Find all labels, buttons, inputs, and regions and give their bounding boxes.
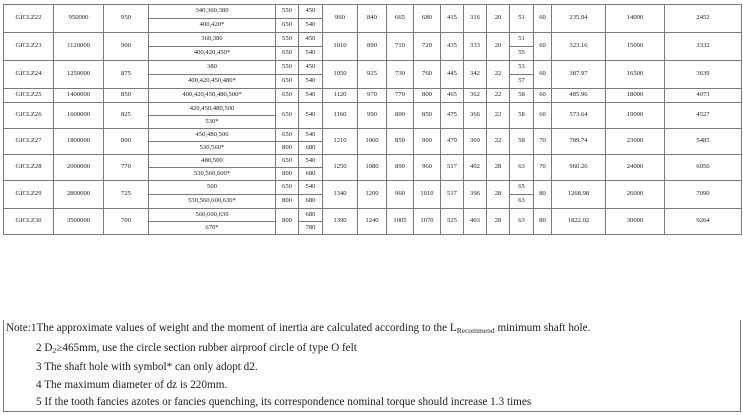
shaft-hole-cell: 530,560,600,630*: [149, 195, 276, 209]
length-cell: 650: [276, 19, 299, 33]
inertia-cell: 16500: [606, 61, 665, 89]
weight-cell: 323.16: [552, 33, 606, 61]
m-cell: 58: [510, 103, 534, 129]
d-col-7: 28: [487, 209, 510, 235]
m-cell: 51: [510, 33, 534, 47]
table-row: [4, 181, 742, 195]
d-col-2: 1080: [358, 155, 387, 181]
weight-cell: 1822.02: [552, 209, 606, 235]
shaft-hole-cell: 400,420,450,480,500*: [149, 89, 276, 103]
inertia-cell: 18000: [606, 89, 665, 103]
length-cell: 650: [276, 103, 299, 129]
table-row: [4, 89, 742, 103]
d-col-3: 665: [387, 5, 414, 33]
d-col-2: 1200: [358, 181, 387, 209]
length-b-cell: 680: [299, 209, 323, 222]
inertia-cell: 23000: [606, 129, 665, 155]
n-cell: 60: [534, 33, 552, 61]
d-col-2: 990: [358, 103, 387, 129]
d-col-5: 525: [441, 209, 464, 235]
model-cell: GICLZ25: [4, 89, 54, 103]
length-cell: 800: [276, 168, 299, 181]
length-cell: 550: [276, 33, 299, 47]
m-cell: 65: [510, 181, 534, 195]
d-col-5: 445: [441, 61, 464, 89]
d-col-2: 890: [358, 33, 387, 61]
inertia-cell: 14000: [606, 5, 665, 33]
n-cell: 60: [534, 89, 552, 103]
n-cell: 60: [534, 103, 552, 129]
d-col-3: 710: [387, 33, 414, 61]
d-col-3: 730: [387, 61, 414, 89]
d-col-1: 1160: [323, 103, 358, 129]
length-b-cell: 540: [299, 181, 323, 195]
m-cell: 63: [510, 155, 534, 181]
d-col-4: 1010: [414, 181, 441, 209]
shaft-hole-cell: 500: [149, 181, 276, 195]
n-cell: 80: [534, 209, 552, 235]
d-col-5: 415: [441, 5, 464, 33]
d-col-3: 770: [387, 89, 414, 103]
d-col-3: 850: [387, 129, 414, 155]
length-b-cell: 540: [299, 103, 323, 129]
d-col-4: 680: [414, 5, 441, 33]
torque-cell: 1800000: [54, 129, 104, 155]
shaft-hole-cell: 380: [149, 61, 276, 75]
d-col-1: 1390: [323, 209, 358, 235]
d-col-2: 970: [358, 89, 387, 103]
inertia-cell: 19000: [606, 103, 665, 129]
d-col-5: 435: [441, 33, 464, 61]
m-cell: 51: [510, 5, 534, 33]
d-col-4: 960: [414, 155, 441, 181]
torque-cell: 3500000: [54, 209, 104, 235]
table-row: [4, 5, 742, 19]
length-b-cell: 680: [299, 168, 323, 181]
last-col-cell: 3639: [665, 61, 742, 89]
last-col-cell: 9264: [665, 209, 742, 235]
d-col-5: 479: [441, 129, 464, 155]
length-b-cell: 450: [299, 5, 323, 19]
length-b-cell: 450: [299, 61, 323, 75]
model-cell: GICLZ27: [4, 129, 54, 155]
d-col-2: 925: [358, 61, 387, 89]
weight-cell: 789.74: [552, 129, 606, 155]
shaft-hole-cell: 560,600,630: [149, 209, 276, 222]
n-cell: 70: [534, 129, 552, 155]
speed-cell: 900: [104, 33, 149, 61]
torque-cell: 1250000: [54, 61, 104, 89]
d-col-2: 1240: [358, 209, 387, 235]
d-col-6: 316: [464, 5, 487, 33]
d-col-6: 366: [464, 103, 487, 129]
length-cell: 650: [276, 155, 299, 168]
length-b-cell: 540: [299, 19, 323, 33]
weight-cell: 960.26: [552, 155, 606, 181]
shaft-hole-cell: 360,380: [149, 33, 276, 47]
model-cell: GICLZ23: [4, 33, 54, 61]
speed-cell: 825: [104, 103, 149, 129]
speed-cell: 770: [104, 155, 149, 181]
length-cell: 800: [276, 142, 299, 155]
d-col-5: 465: [441, 89, 464, 103]
last-col-cell: 4527: [665, 103, 742, 129]
d-col-4: 720: [414, 33, 441, 61]
shaft-hole-cell: 530,560,600*: [149, 168, 276, 181]
speed-cell: 875: [104, 61, 149, 89]
length-b-cell: 540: [299, 89, 323, 103]
torque-cell: 950000: [54, 5, 104, 33]
length-b-cell: 450: [299, 33, 323, 47]
d-col-1: 1210: [323, 129, 358, 155]
shaft-hole-cell: 530*: [149, 116, 276, 129]
length-cell: 650: [276, 181, 299, 195]
shaft-hole-cell: 670*: [149, 222, 276, 235]
table-row: [4, 155, 742, 168]
last-col-cell: 2452: [665, 5, 742, 33]
d-col-3: 800: [387, 103, 414, 129]
m-cell: 58: [510, 129, 534, 155]
d-col-7: 28: [487, 155, 510, 181]
weight-cell: 485.96: [552, 89, 606, 103]
last-col-cell: 4073: [665, 89, 742, 103]
d-col-4: 850: [414, 103, 441, 129]
length-b-cell: 680: [299, 195, 323, 209]
n-cell: 70: [534, 155, 552, 181]
length-b-cell: 680: [299, 142, 323, 155]
length-cell: 800: [276, 209, 299, 235]
note-2: 2 D2≥465mm, use the circle section rubber airproof circle of type O felt: [36, 341, 357, 355]
d-col-7: 28: [487, 181, 510, 209]
n-cell: 80: [534, 181, 552, 209]
m-cell: 53: [510, 61, 534, 75]
note-5: 5 If the tooth fancies azotes or fancies quenching, its correspondence nominal torque should increase 1.3 times: [36, 396, 532, 409]
d-col-4: 900: [414, 129, 441, 155]
d-col-7: 22: [487, 61, 510, 89]
torque-cell: 1600000: [54, 103, 104, 129]
m-cell: 58: [510, 89, 534, 103]
notes-section: [3, 320, 741, 412]
d-col-5: 475: [441, 103, 464, 129]
m-cell: 63: [510, 195, 534, 209]
inertia-cell: 26000: [606, 181, 665, 209]
inertia-cell: 24000: [606, 155, 665, 181]
d-col-7: 22: [487, 103, 510, 129]
length-b-cell: 540: [299, 47, 323, 61]
weight-cell: 1268.98: [552, 181, 606, 209]
d-col-6: 396: [464, 181, 487, 209]
shaft-hole-cell: 480,500: [149, 155, 276, 168]
d-col-1: 1050: [323, 61, 358, 89]
d-col-1: 1010: [323, 33, 358, 61]
model-cell: GICLZ30: [4, 209, 54, 235]
n-cell: 60: [534, 61, 552, 89]
length-b-cell: 540: [299, 75, 323, 89]
d-col-2: 840: [358, 5, 387, 33]
torque-cell: 1120000: [54, 33, 104, 61]
last-col-cell: 3332: [665, 33, 742, 61]
inertia-cell: 15000: [606, 33, 665, 61]
length-cell: 650: [276, 89, 299, 103]
length-cell: 650: [276, 75, 299, 89]
shaft-hole-cell: 340,360,380: [149, 5, 276, 19]
d-col-6: 402: [464, 155, 487, 181]
shaft-hole-cell: 530,560*: [149, 142, 276, 155]
table-row: [4, 103, 742, 116]
d-col-4: 760: [414, 61, 441, 89]
coupling-spec-table: [3, 4, 742, 235]
d-col-7: 22: [487, 129, 510, 155]
length-cell: 550: [276, 61, 299, 75]
length-b-cell: 540: [299, 155, 323, 168]
last-col-cell: 6050: [665, 155, 742, 181]
d-col-1: 960: [323, 5, 358, 33]
model-cell: GICLZ24: [4, 61, 54, 89]
d-col-6: 342: [464, 61, 487, 89]
d-col-7: 22: [487, 89, 510, 103]
m-cell: 57: [510, 75, 534, 89]
last-col-cell: 7090: [665, 181, 742, 209]
d-col-3: 890: [387, 155, 414, 181]
d-col-7: 20: [487, 5, 510, 33]
d-col-1: 1250: [323, 155, 358, 181]
length-b-cell: 540: [299, 129, 323, 142]
speed-cell: 700: [104, 209, 149, 235]
shaft-hole-cell: 400,420*: [149, 19, 276, 33]
length-b-cell: 780: [299, 222, 323, 235]
torque-cell: 1400000: [54, 89, 104, 103]
shaft-hole-cell: 400,420,450*: [149, 47, 276, 61]
weight-cell: 387.97: [552, 61, 606, 89]
m-cell: 55: [510, 47, 534, 61]
d-col-5: 517: [441, 155, 464, 181]
d-col-2: 1060: [358, 129, 387, 155]
speed-cell: 800: [104, 129, 149, 155]
n-cell: 60: [534, 5, 552, 33]
torque-cell: 2000000: [54, 155, 104, 181]
speed-cell: 950: [104, 5, 149, 33]
note-1: Note:1The approximate values of weight and the moment of inertia are calculated according to the LRecommend minimum shaft hole.: [6, 322, 591, 335]
length-cell: 800: [276, 195, 299, 209]
inertia-cell: 30000: [606, 209, 665, 235]
length-cell: 650: [276, 129, 299, 142]
d-col-6: 362: [464, 89, 487, 103]
d-col-5: 517: [441, 181, 464, 209]
last-col-cell: 5485: [665, 129, 742, 155]
d-col-7: 20: [487, 33, 510, 61]
m-cell: 63: [510, 209, 534, 235]
shaft-hole-cell: 400,420,450,480*: [149, 75, 276, 89]
table-row: [4, 129, 742, 142]
length-cell: 550: [276, 5, 299, 19]
model-cell: GICLZ26: [4, 103, 54, 129]
d-col-3: 960: [387, 181, 414, 209]
note-3: 3 The shaft hole with symbol* can only adopt d2.: [36, 361, 258, 374]
d-col-4: 800: [414, 89, 441, 103]
table-row: [4, 33, 742, 47]
speed-cell: 725: [104, 181, 149, 209]
table-row: [4, 209, 742, 222]
d-col-1: 1340: [323, 181, 358, 209]
torque-cell: 2800000: [54, 181, 104, 209]
model-cell: GICLZ22: [4, 5, 54, 33]
d-col-3: 1005: [387, 209, 414, 235]
model-cell: GICLZ28: [4, 155, 54, 181]
shaft-hole-cell: 450,480,500: [149, 129, 276, 142]
length-cell: 650: [276, 47, 299, 61]
table-row: [4, 61, 742, 75]
d-col-1: 1120: [323, 89, 358, 103]
weight-cell: 235.04: [552, 5, 606, 33]
model-cell: GICLZ29: [4, 181, 54, 209]
weight-cell: 573.64: [552, 103, 606, 129]
d-col-6: 333: [464, 33, 487, 61]
d-col-6: 369: [464, 129, 487, 155]
speed-cell: 850: [104, 89, 149, 103]
d-col-6: 403: [464, 209, 487, 235]
d-col-4: 1070: [414, 209, 441, 235]
note-4: 4 The maximum diameter of dz is 220mm.: [36, 378, 228, 391]
shaft-hole-cell: 420,450,480,500: [149, 103, 276, 116]
